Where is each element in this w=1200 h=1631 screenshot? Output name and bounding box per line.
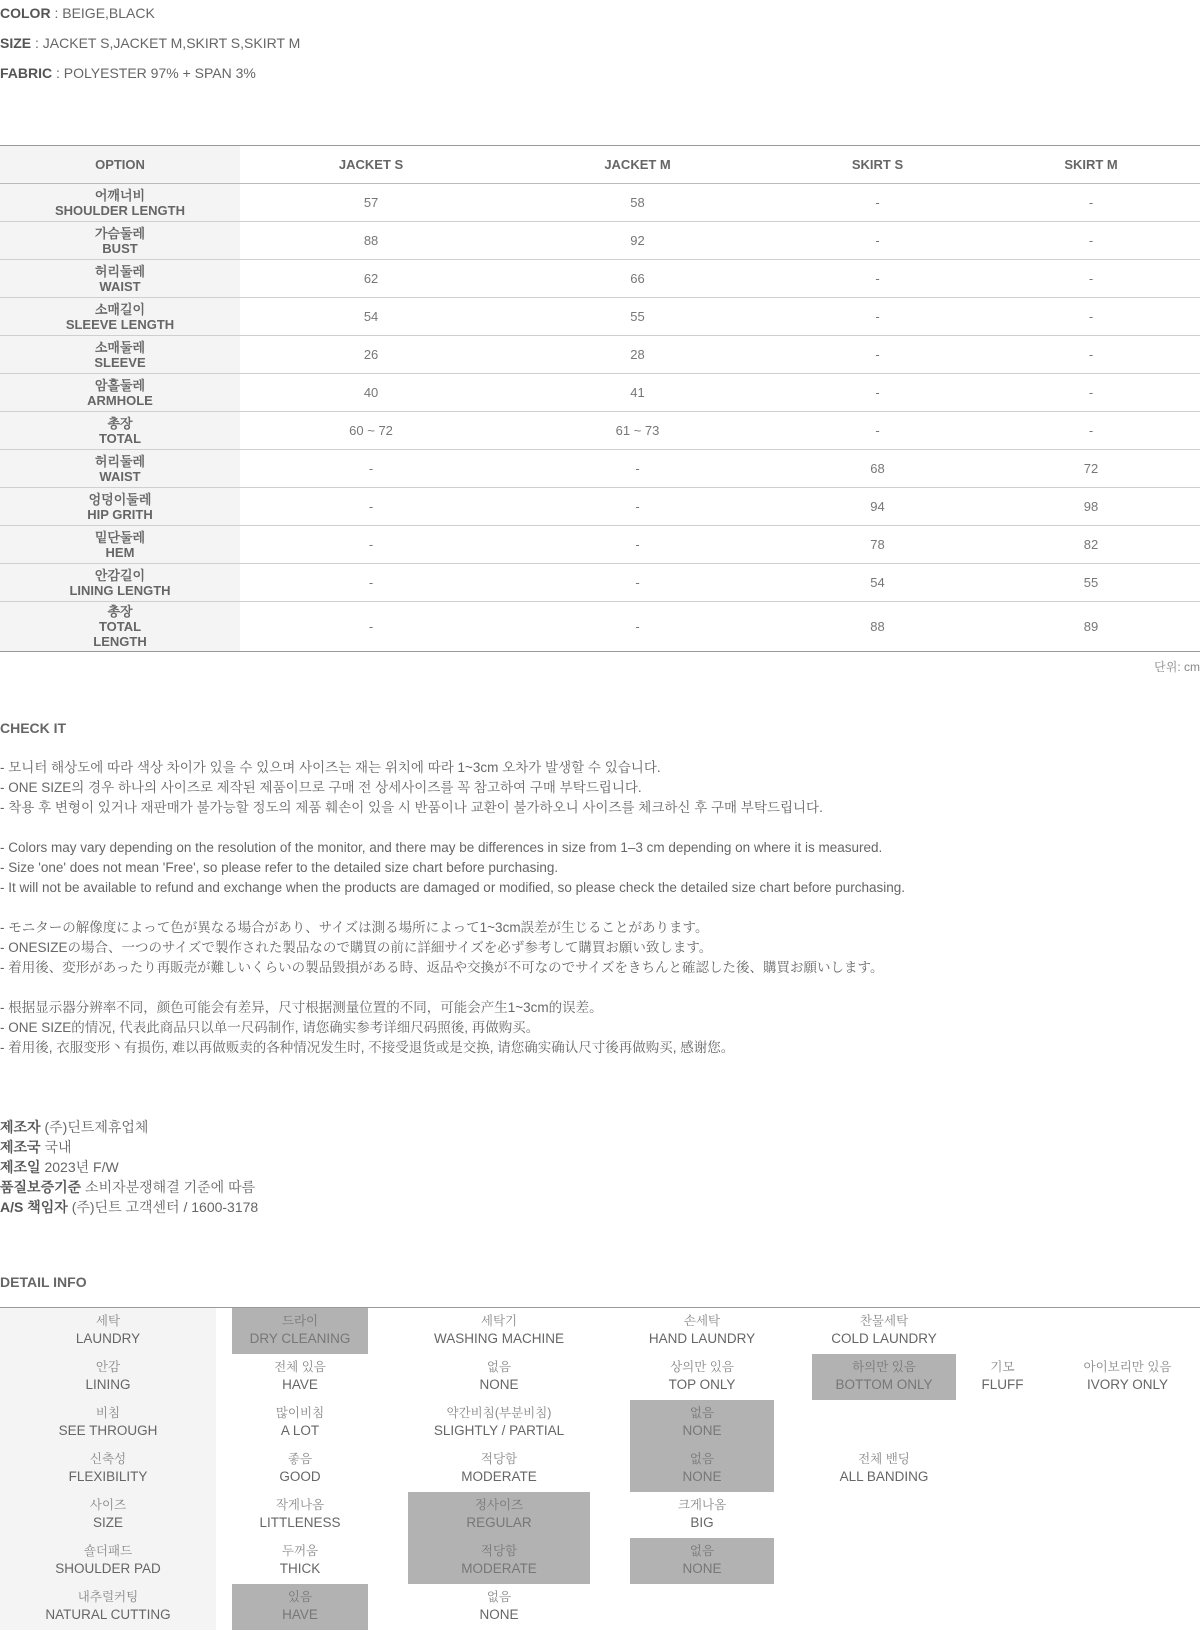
spec-size — [0, 35, 300, 51]
check-it-notes — [0, 758, 1200, 1058]
table-row — [0, 602, 1200, 652]
option-label-en: SLEEVE — [94, 354, 146, 370]
detail-option — [408, 1308, 590, 1354]
detail-option-ko: 크게나옴 — [677, 1498, 727, 1512]
table-cell: 54 — [773, 564, 982, 602]
option-label — [0, 184, 240, 222]
maker-line — [0, 1177, 258, 1197]
detail-option — [232, 1308, 368, 1354]
table-cell: 89 — [982, 602, 1200, 652]
detail-option-ko: 있음 — [287, 1590, 313, 1604]
detail-header-en: SIZE — [92, 1515, 123, 1530]
detail-option-ko: 두꺼움 — [281, 1544, 319, 1558]
option-label — [0, 526, 240, 564]
detail-option-ko: 작게나옴 — [275, 1498, 325, 1512]
detail-option-en: MODERATE — [461, 1469, 537, 1484]
maker-line — [0, 1117, 258, 1137]
note-line: - ONE SIZE的情况, 代表此商品只以单一尺码制作, 请您确实参考详细尺码照後, 再做购买。 — [0, 1020, 540, 1035]
detail-option — [232, 1400, 368, 1446]
detail-option-en: TOP ONLY — [668, 1377, 736, 1392]
table-cell: 94 — [773, 488, 982, 526]
table-cell: - — [773, 260, 982, 298]
spec-value: : JACKET S,JACKET M,SKIRT S,SKIRT M — [35, 35, 301, 51]
option-label — [0, 298, 240, 336]
maker-line — [0, 1137, 258, 1157]
table-cell: 28 — [502, 336, 773, 374]
table-cell: 41 — [502, 374, 773, 412]
detail-option-en: FLUFF — [981, 1377, 1024, 1392]
detail-option — [812, 1308, 956, 1354]
detail-option — [630, 1492, 774, 1538]
detail-option — [630, 1446, 774, 1492]
option-label-ko: 밑단둘레 — [94, 529, 146, 545]
option-label-en: WAIST — [99, 278, 141, 294]
table-cell: - — [240, 526, 502, 564]
maker-value: (주)딘트 고객센터 / 1600-3178 — [71, 1199, 259, 1215]
table-row — [0, 260, 1200, 298]
table-row — [0, 526, 1200, 564]
table-cell: 57 — [240, 184, 502, 222]
detail-header-en: SEE THROUGH — [58, 1423, 158, 1438]
detail-option-en: NONE — [479, 1377, 519, 1392]
detail-option — [1055, 1354, 1200, 1400]
option-label — [0, 374, 240, 412]
detail-option — [812, 1446, 956, 1492]
option-label-en: ARMHOLE — [87, 392, 153, 408]
detail-header-en: LINING — [85, 1377, 131, 1392]
detail-header-ko: 안감 — [95, 1360, 121, 1374]
detail-info-title: DETAIL INFO — [0, 1274, 87, 1290]
table-cell: - — [240, 488, 502, 526]
maker-value: 소비자분쟁해결 기준에 따름 — [85, 1179, 256, 1195]
detail-option-ko: 기모 — [990, 1360, 1015, 1374]
option-label-en: SHOULDER LENGTH — [55, 202, 185, 218]
detail-row-header — [0, 1400, 216, 1446]
detail-row — [0, 1446, 1200, 1492]
detail-header-ko: 사이즈 — [89, 1498, 127, 1512]
detail-row-header — [0, 1308, 216, 1354]
option-label-en: HIP GRITH — [87, 506, 153, 522]
spacer — [0, 898, 1200, 918]
detail-row — [0, 1400, 1200, 1446]
note-line: - ONESIZEの場合、一つのサイズで製作された製品なので購買の前に詳細サイズを必ず参考して購買お願い致します。 — [0, 940, 713, 955]
note-line: - 모니터 해상도에 따라 색상 차이가 있을 수 있으며 사이즈는 재는 위치에 따라 1~3cm 오차가 발생할 수 있습니다. — [0, 760, 661, 775]
detail-option — [630, 1400, 774, 1446]
detail-row-header — [0, 1446, 216, 1492]
detail-option-en: BOTTOM ONLY — [835, 1377, 933, 1392]
table-cell: - — [773, 184, 982, 222]
table-cell: 68 — [773, 450, 982, 488]
table-cell: 55 — [502, 298, 773, 336]
option-label-ko: 암홀둘레 — [94, 377, 146, 393]
note-line: - 着用後、変形があったり再販売が難しいくらいの製品毀損がある時、返品や交換が不可なのでサイズをきちんと確認した後、購買お願いします。 — [0, 960, 884, 975]
option-label — [0, 602, 240, 652]
table-cell: 92 — [502, 222, 773, 260]
option-label-en: SLEEVE LENGTH — [65, 316, 175, 332]
option-label — [0, 412, 240, 450]
detail-option — [232, 1492, 368, 1538]
table-row — [0, 336, 1200, 374]
detail-option-ko: 적당함 — [480, 1452, 518, 1466]
detail-option-ko: 정사이즈 — [474, 1498, 524, 1512]
detail-header-ko: 신축성 — [89, 1452, 127, 1466]
detail-option — [232, 1538, 368, 1584]
table-row — [0, 298, 1200, 336]
option-label-en: TOTAL — [98, 619, 142, 634]
detail-option — [408, 1354, 590, 1400]
note-line: - 착용 후 변형이 있거나 재판매가 불가능할 정도의 제품 훼손이 있을 시 반품이나 교환이 불가하오니 사이즈를 체크하신 후 구매 부탁드립니다. — [0, 800, 823, 815]
detail-option — [408, 1446, 590, 1492]
maker-label: A/S 책임자 — [0, 1199, 68, 1215]
maker-line — [0, 1197, 258, 1217]
option-label-ko: 안감길이 — [94, 567, 146, 583]
detail-option-ko: 없음 — [689, 1452, 715, 1466]
maker-label: 제조일 — [0, 1159, 41, 1175]
option-label-en: LENGTH — [93, 634, 147, 649]
detail-option — [630, 1308, 774, 1354]
table-cell: - — [240, 564, 502, 602]
column-header: SKIRT S — [773, 146, 982, 184]
option-label — [0, 564, 240, 602]
maker-label: 제조자 — [0, 1119, 41, 1135]
detail-option — [232, 1446, 368, 1492]
size-table — [0, 145, 1200, 652]
detail-option-en: THICK — [279, 1561, 321, 1576]
table-cell: 26 — [240, 336, 502, 374]
option-label — [0, 488, 240, 526]
detail-header-en: SHOULDER PAD — [55, 1561, 161, 1576]
detail-option-ko: 없음 — [689, 1406, 715, 1420]
table-cell: - — [773, 336, 982, 374]
table-cell: 88 — [773, 602, 982, 652]
note-line: - 根据显示器分辨率不同，颜色可能会有差异，尺寸根据测量位置的不同，可能会产生1~3cm的误差。 — [0, 1000, 603, 1015]
detail-option-en: HAVE — [282, 1607, 318, 1622]
note-line: - 着用後, 衣服变形丶有损伤, 难以再做贩卖的各种情况发生时, 不接受退货或是交换, 请您确实确认尺寸後再做购买, 感谢您。 — [0, 1040, 735, 1055]
detail-header-ko: 세탁 — [95, 1314, 121, 1328]
column-header: JACKET M — [502, 146, 773, 184]
table-row — [0, 488, 1200, 526]
table-cell: - — [502, 526, 773, 564]
table-cell: - — [773, 412, 982, 450]
detail-header-en: NATURAL CUTTING — [45, 1607, 171, 1622]
spec-label: COLOR — [0, 5, 51, 21]
detail-option-en: SLIGHTLY / PARTIAL — [433, 1423, 565, 1438]
column-header: SKIRT M — [982, 146, 1200, 184]
check-it-title: CHECK IT — [0, 720, 67, 736]
detail-option-en: HAVE — [282, 1377, 318, 1392]
option-label-ko: 허리둘레 — [94, 453, 146, 469]
detail-option-en: A LOT — [280, 1423, 320, 1438]
table-row — [0, 450, 1200, 488]
detail-option-en: IVORY ONLY — [1086, 1377, 1169, 1392]
detail-option-ko: 전체 있음 — [274, 1360, 326, 1374]
detail-option-ko: 드라이 — [281, 1314, 319, 1328]
detail-row — [0, 1308, 1200, 1354]
detail-row — [0, 1492, 1200, 1538]
detail-header-en: FLEXIBILITY — [68, 1469, 148, 1484]
spec-label: SIZE — [0, 35, 32, 51]
detail-option-en: REGULAR — [466, 1515, 532, 1530]
size-table-header — [0, 146, 1200, 184]
detail-header-ko: 숄더패드 — [83, 1544, 133, 1558]
detail-option-ko: 없음 — [486, 1590, 512, 1604]
maker-line — [0, 1157, 258, 1177]
detail-option-en: COLD LAUNDRY — [831, 1331, 937, 1346]
detail-option-ko: 없음 — [486, 1360, 512, 1374]
detail-option — [955, 1354, 1050, 1400]
maker-label: 제조국 — [0, 1139, 41, 1155]
option-label-en: BUST — [102, 240, 138, 256]
detail-option — [630, 1354, 774, 1400]
note-line: - Colors may vary depending on the resolution of the monitor, and there may be differences in size from 1–3 cm depending on where it is measured. — [0, 840, 883, 855]
table-cell: - — [773, 222, 982, 260]
note-line: - モニターの解像度によって色が異なる場合があり、サイズは測る場所によって1~3cm誤差が生じることがあります。 — [0, 920, 709, 935]
option-label-ko: 총장 — [107, 415, 133, 431]
detail-option-en: GOOD — [279, 1469, 321, 1484]
detail-option-ko: 없음 — [689, 1544, 715, 1558]
table-cell: 60 ~ 72 — [240, 412, 502, 450]
note-line: - It will not be available to refund and exchange when the products are damaged or modified, so please check the detailed size chart before purchasing. — [0, 880, 906, 895]
detail-option-ko: 세탁기 — [480, 1314, 518, 1328]
table-cell: - — [502, 602, 773, 652]
table-cell: 58 — [502, 184, 773, 222]
detail-option-ko: 손세탁 — [683, 1314, 721, 1328]
table-cell: 78 — [773, 526, 982, 564]
table-cell: - — [982, 298, 1200, 336]
spacer — [0, 818, 1200, 838]
table-cell: 62 — [240, 260, 502, 298]
detail-option-en: DRY CLEANING — [249, 1331, 351, 1346]
table-cell: 61 ~ 73 — [502, 412, 773, 450]
spec-value: : POLYESTER 97% + SPAN 3% — [56, 65, 256, 81]
detail-option-ko: 상의만 있음 — [670, 1360, 734, 1374]
maker-label: 품질보증기준 — [0, 1179, 82, 1195]
detail-option-en: NONE — [682, 1423, 722, 1438]
detail-option-ko: 아이보리만 있음 — [1083, 1360, 1172, 1374]
table-cell: - — [982, 260, 1200, 298]
table-cell: 88 — [240, 222, 502, 260]
detail-option-en: LITTLENESS — [259, 1515, 341, 1530]
detail-option — [408, 1584, 590, 1630]
option-label-en: LINING LENGTH — [69, 582, 171, 598]
detail-header-ko: 비침 — [95, 1406, 121, 1420]
table-cell: 72 — [982, 450, 1200, 488]
spacer — [0, 978, 1200, 998]
detail-option — [408, 1400, 590, 1446]
detail-option-en: WASHING MACHINE — [433, 1331, 564, 1346]
detail-option-en: ALL BANDING — [839, 1469, 929, 1484]
detail-row — [0, 1538, 1200, 1584]
detail-option — [630, 1538, 774, 1584]
spec-value: : BEIGE,BLACK — [54, 5, 155, 21]
column-header: JACKET S — [240, 146, 502, 184]
note-line: - Size 'one' does not mean 'Free', so please refer to the detailed size chart before purchasing. — [0, 860, 559, 875]
detail-option-ko: 약간비침(부분비침) — [446, 1406, 552, 1420]
spec-fabric — [0, 65, 256, 81]
detail-option-en: MODERATE — [461, 1561, 537, 1576]
table-row — [0, 412, 1200, 450]
option-label — [0, 450, 240, 488]
table-cell: - — [773, 374, 982, 412]
table-cell: - — [982, 184, 1200, 222]
detail-row — [0, 1584, 1200, 1630]
table-cell: - — [240, 602, 502, 652]
table-cell: - — [982, 412, 1200, 450]
option-header: OPTION — [0, 146, 240, 184]
detail-option-ko: 하의만 있음 — [852, 1360, 916, 1374]
spec-label: FABRIC — [0, 65, 53, 81]
detail-option — [812, 1354, 956, 1400]
detail-row-header — [0, 1492, 216, 1538]
table-cell: 54 — [240, 298, 502, 336]
table-row — [0, 184, 1200, 222]
table-cell: - — [982, 336, 1200, 374]
option-label-ko: 총장 — [107, 604, 133, 619]
note-line: - ONE SIZE의 경우 하나의 사이즈로 제작된 제품이므로 구매 전 상세사이즈를 꼭 참고하여 구매 부탁드립니다. — [0, 780, 642, 795]
option-label-ko: 엉덩이둘레 — [88, 491, 152, 507]
detail-header-en: LAUNDRY — [75, 1331, 141, 1346]
detail-row-header — [0, 1584, 216, 1630]
table-row — [0, 564, 1200, 602]
table-cell: - — [502, 564, 773, 602]
maker-value: 2023년 F/W — [44, 1159, 119, 1175]
detail-option-ko: 많이비침 — [275, 1406, 325, 1420]
table-cell: - — [982, 374, 1200, 412]
table-row — [0, 222, 1200, 260]
option-label-ko: 허리둘레 — [94, 263, 146, 279]
option-label — [0, 336, 240, 374]
detail-header-ko: 내추럴커팅 — [77, 1590, 139, 1604]
detail-option-en: NONE — [479, 1607, 519, 1622]
table-cell: 82 — [982, 526, 1200, 564]
detail-option-en: NONE — [682, 1561, 722, 1576]
option-label-en: WAIST — [99, 468, 141, 484]
detail-row — [0, 1354, 1200, 1400]
table-row — [0, 374, 1200, 412]
detail-option-ko: 좋음 — [287, 1452, 313, 1466]
option-label-ko: 소매길이 — [94, 301, 146, 317]
option-label — [0, 260, 240, 298]
detail-option — [232, 1584, 368, 1630]
detail-row-header — [0, 1538, 216, 1584]
detail-option — [232, 1354, 368, 1400]
detail-option-ko: 찬물세탁 — [859, 1314, 909, 1328]
table-cell: 66 — [502, 260, 773, 298]
maker-value: 국내 — [44, 1139, 72, 1155]
table-cell: - — [982, 222, 1200, 260]
option-label-ko: 소매둘레 — [94, 339, 146, 355]
table-cell: - — [502, 488, 773, 526]
spec-color — [0, 5, 155, 21]
maker-value: (주)딘트제휴업체 — [44, 1119, 149, 1135]
option-label-ko: 어깨너비 — [94, 187, 146, 203]
option-label — [0, 222, 240, 260]
table-cell: 98 — [982, 488, 1200, 526]
option-label-en: HEM — [105, 544, 135, 560]
detail-option-en: HAND LAUNDRY — [648, 1331, 756, 1346]
detail-option-ko: 적당함 — [480, 1544, 518, 1558]
table-cell: 40 — [240, 374, 502, 412]
maker-info — [0, 1117, 258, 1217]
detail-info-grid — [0, 1307, 1200, 1631]
table-cell: - — [240, 450, 502, 488]
detail-option — [408, 1492, 590, 1538]
table-cell: 55 — [982, 564, 1200, 602]
detail-option-ko: 전체 밴딩 — [858, 1452, 910, 1466]
detail-option-en: BIG — [690, 1515, 714, 1530]
option-label-ko: 가슴둘레 — [94, 225, 146, 241]
table-cell: - — [773, 298, 982, 336]
unit-label: 단위: cm — [1154, 660, 1200, 674]
detail-option-en: NONE — [682, 1469, 722, 1484]
option-label-en: TOTAL — [98, 430, 142, 446]
detail-row-header — [0, 1354, 216, 1400]
detail-option — [408, 1538, 590, 1584]
table-cell: - — [502, 450, 773, 488]
